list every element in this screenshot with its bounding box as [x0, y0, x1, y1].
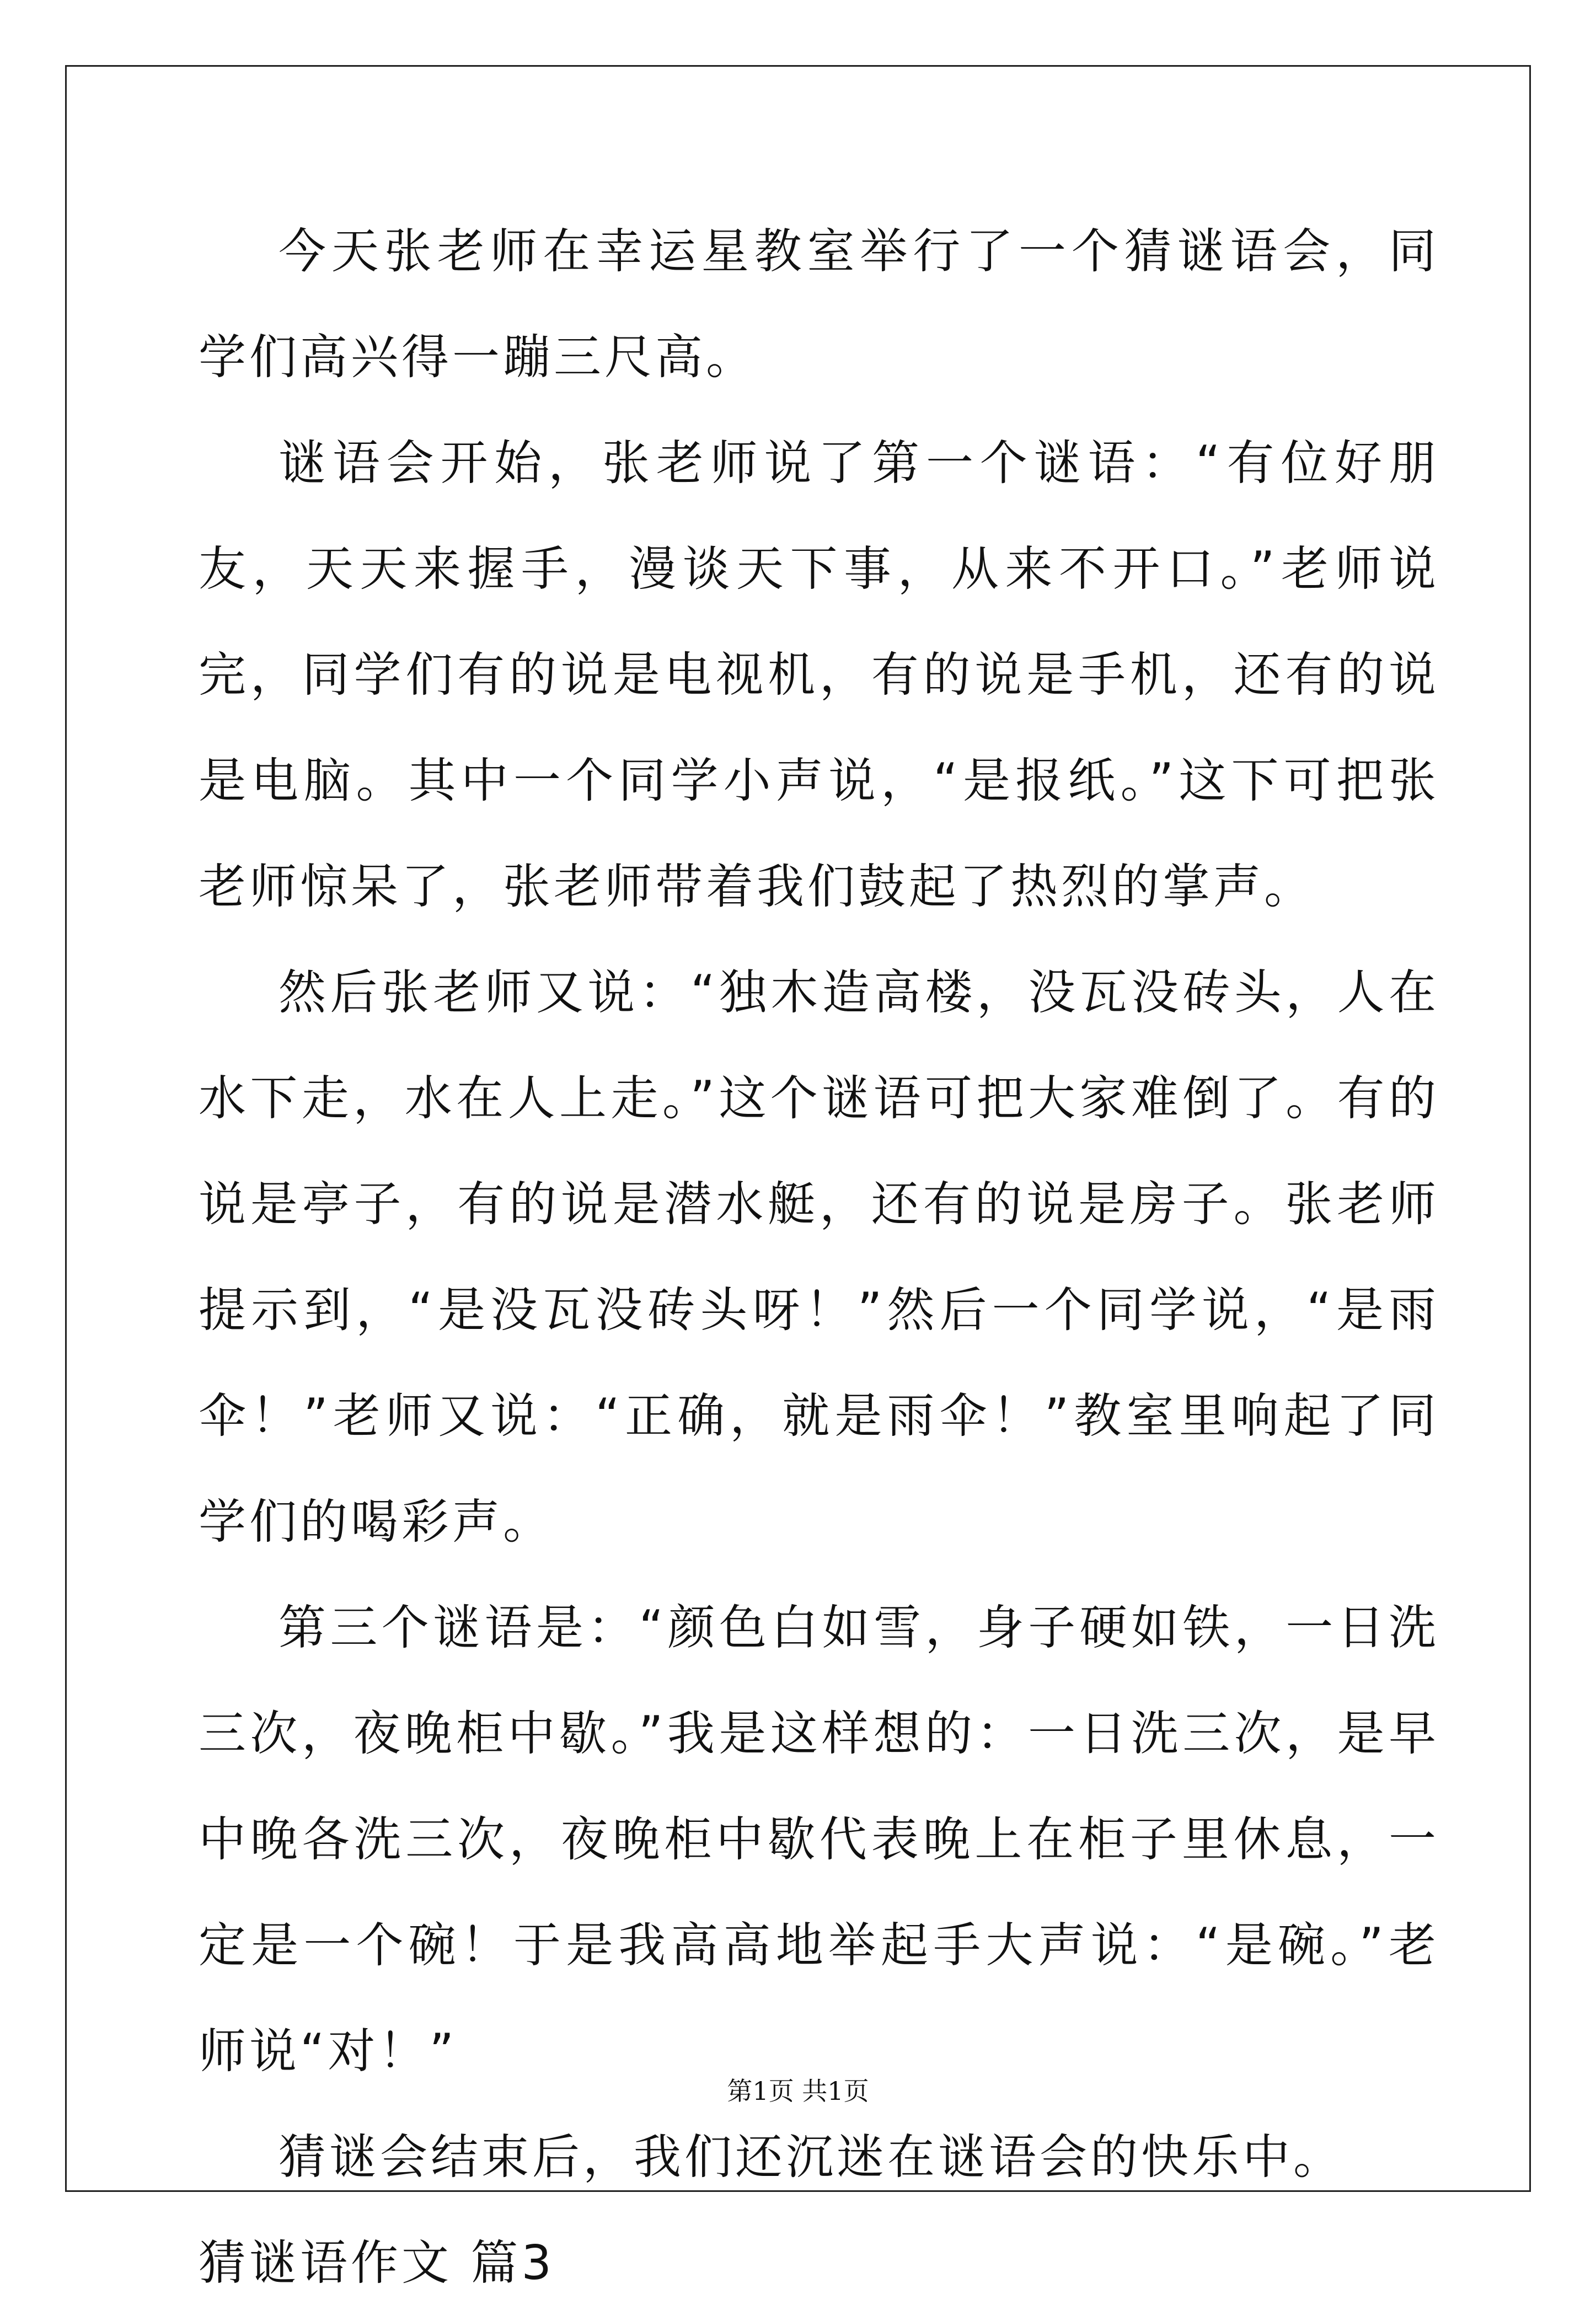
- paragraph-3: 然后张老师又说：“独木造高楼，没瓦没砖头，人在水下走，水在人上走。”这个谜语可把大家难倒了。有的说是亭子，有的说是潜水艇，还有的说是房子。张老师提示到，“是没瓦没砖头呀！”然后一个同学说，“是雨伞！”老师又说：“正确，就是雨伞！”教室里响起了同学们的喝彩声。: [199, 965, 1439, 1550]
- paragraph-1: 今天张老师在幸运星教室举行了一个猜谜语会，同学们高兴得一蹦三尺高。: [199, 224, 1439, 385]
- paragraph-4: 第三个谜语是：“颜色白如雪，身子硬如铁，一日洗三次，夜晚柜中歇。”我是这样想的：一日洗三次，是早中晚各洗三次，夜晚柜中歇代表晚上在柜子里休息，一定是一个碗！于是我高高地举起手大声说：“是碗。”老师说“对！”: [199, 1600, 1439, 2079]
- paragraph-2: 谜语会开始，张老师说了第一个谜语：“有位好朋友，天天来握手，漫谈天下事，从来不开口。”老师说完，同学们有的说是电视机，有的说是手机，还有的说是电脑。其中一个同学小声说，“是报纸。”这下可把张老师惊呆了，张老师带着我们鼓起了热烈的掌声。: [199, 436, 1439, 914]
- paragraph-5: 猜谜会结束后，我们还沉迷在谜语会的快乐中。: [279, 2130, 1344, 2185]
- document-body: [199, 199, 1439, 2316]
- page-footer: 第1页 共1页: [727, 2076, 869, 2106]
- section-heading: 猜谜语作文 篇3: [199, 2235, 555, 2291]
